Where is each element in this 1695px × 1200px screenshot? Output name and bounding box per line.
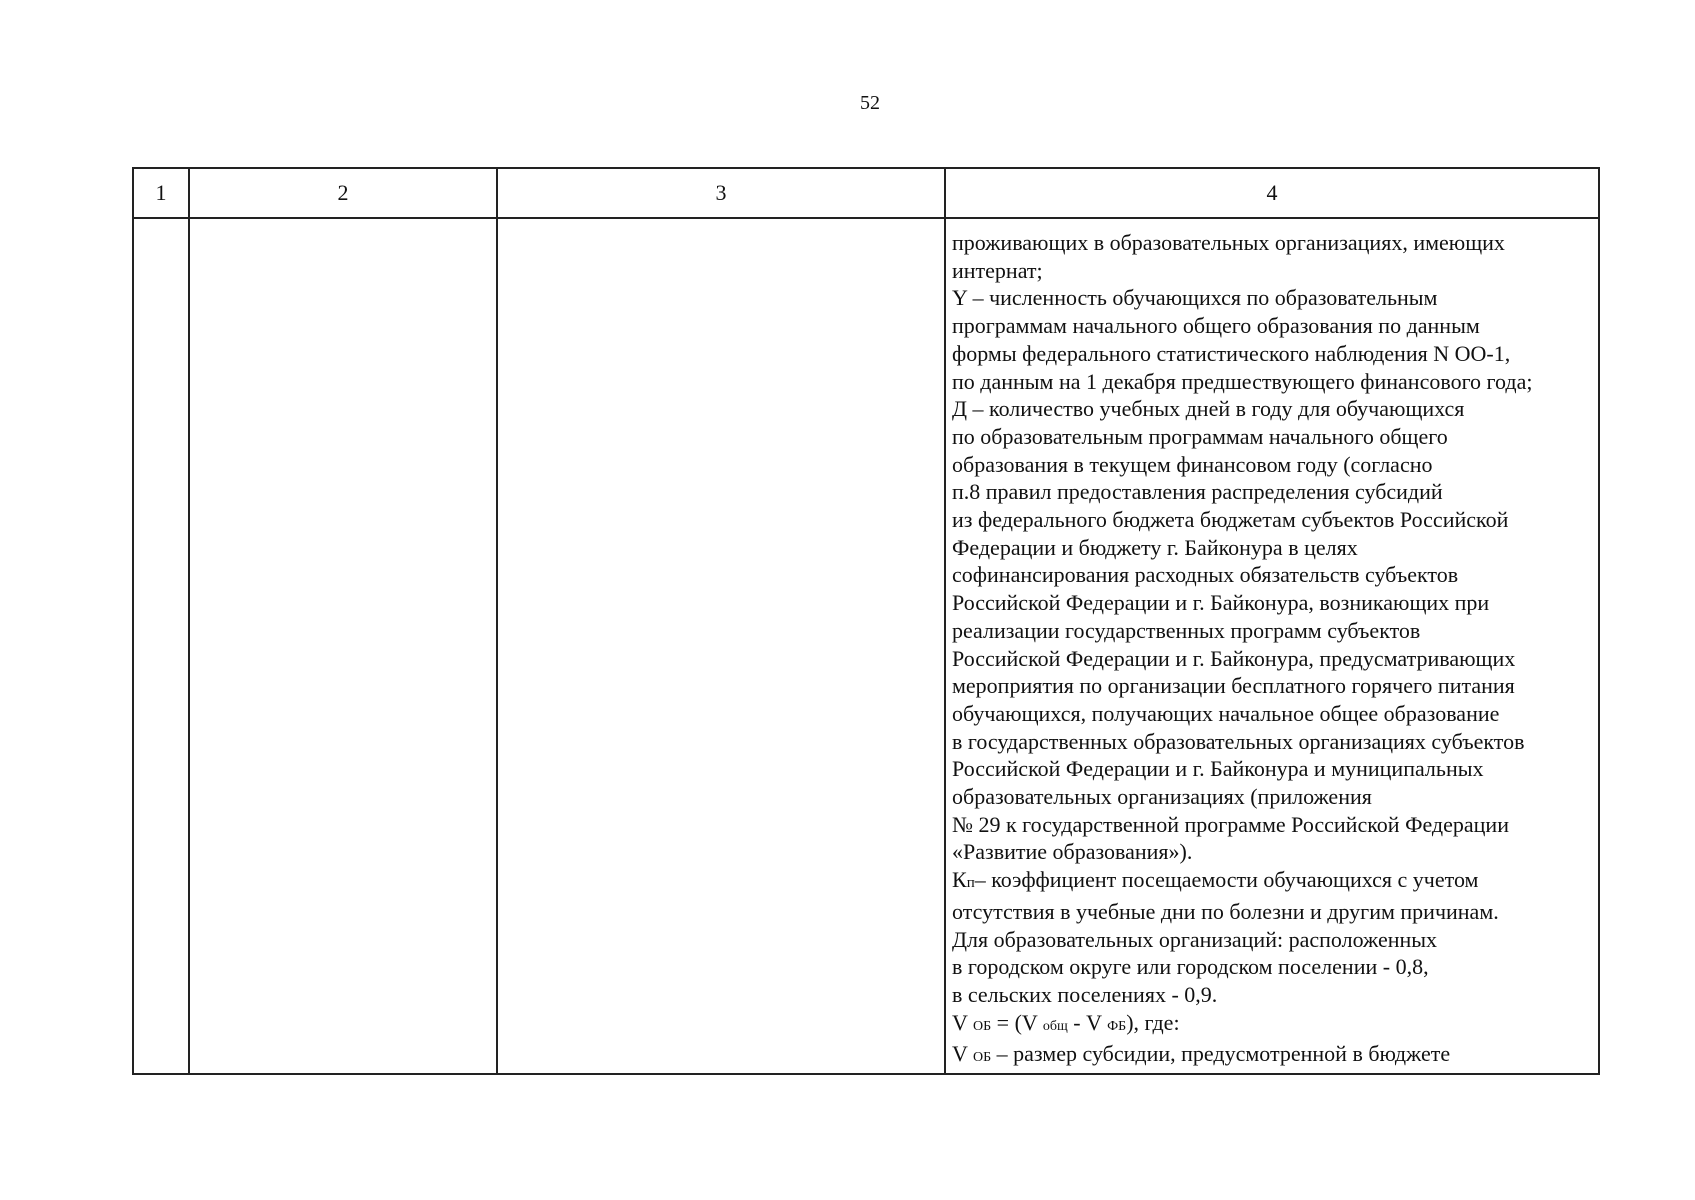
text-line: п.8 правил предоставления распределения субсидий (952, 479, 1443, 505)
text-line: Д – количество учебных дней в году для обучающихся (952, 396, 1465, 422)
text-line: отсутствия в учебные дни по болезни и другим причинам. (952, 898, 1499, 924)
text-line: по данным на 1 декабря предшествующего финансового года; (952, 368, 1533, 394)
column-header-1: 1 (133, 168, 189, 218)
text-line: образовательных организациях (приложения (952, 784, 1372, 810)
text-line: Российской Федерации и г. Байконура, предусматривающих (952, 645, 1516, 671)
vob-definition-line: V ОБ – размер субсидии, предусмотренной в бюджете (952, 1041, 1451, 1067)
text-line: образования в текущем финансовом году (согласно (952, 451, 1433, 477)
text-line: по образовательным программам начального общего (952, 423, 1448, 449)
table-header-row (133, 168, 1599, 218)
formula-sub-ob: ОБ (973, 1018, 992, 1034)
text-line: интернат; (952, 257, 1043, 283)
vob-subscript: ОБ (973, 1050, 992, 1066)
text-line: № 29 к государственной программе Российской Федерации (952, 811, 1509, 837)
text-line: Для образовательных организаций: расположенных (952, 926, 1438, 952)
col4-text-block (946, 219, 1598, 1072)
text-line: Федерации и бюджету г. Байконура в целях (952, 534, 1358, 560)
kp-text: – коэффициент посещаемости обучающихся с учетом (974, 867, 1479, 893)
text-line: программам начального общего образования по данным (952, 313, 1480, 339)
kp-subscript: п (966, 875, 975, 892)
cell-col-4 (945, 218, 1599, 1074)
text-line: в сельских поселениях - 0,9. (952, 981, 1218, 1007)
text-line: реализации государственных программ субъектов (952, 617, 1421, 643)
page-number: 52 (860, 92, 880, 114)
cell-col-3 (497, 218, 945, 1074)
text-line: из федерального бюджета бюджетам субъектов Российской (952, 507, 1509, 533)
kp-symbol: К (952, 867, 967, 893)
text-line: в городском округе или городском поселении - 0,8, (952, 954, 1429, 980)
column-header-4: 4 (945, 168, 1599, 218)
text-line: софинансирования расходных обязательств субъектов (952, 562, 1459, 588)
column-header-2: 2 (189, 168, 497, 218)
text-line: формы федерального статистического наблюдения N ОО-1, (952, 340, 1511, 366)
text-line: мероприятия по организации бесплатного горячего питания (952, 673, 1515, 699)
document-table (132, 167, 1600, 1075)
cell-col-1 (133, 218, 189, 1074)
text-line: Российской Федерации и г. Байконура, возникающих при (952, 590, 1490, 616)
text-line: проживающих в образовательных организациях, имеющих (952, 230, 1505, 255)
text-line: Y – численность обучающихся по образовательным (952, 285, 1438, 311)
text-line: обучающихся, получающих начальное общее образование (952, 700, 1500, 726)
text-line: Российской Федерации и г. Байконура и муниципальных (952, 756, 1484, 782)
text-line: «Развитие образования»). (952, 839, 1193, 865)
formula-line: V ОБ = (V общ - V ФБ), где: (952, 1009, 1180, 1035)
column-header-3: 3 (497, 168, 945, 218)
kp-definition-line (952, 866, 1592, 898)
text-line: в государственных образовательных организациях субъектов (952, 728, 1525, 754)
table-row (133, 218, 1599, 1074)
formula-sub-fb: ФБ (1107, 1018, 1127, 1034)
formula-sub-obsh: общ (1042, 1018, 1068, 1034)
cell-col-2 (189, 218, 497, 1074)
